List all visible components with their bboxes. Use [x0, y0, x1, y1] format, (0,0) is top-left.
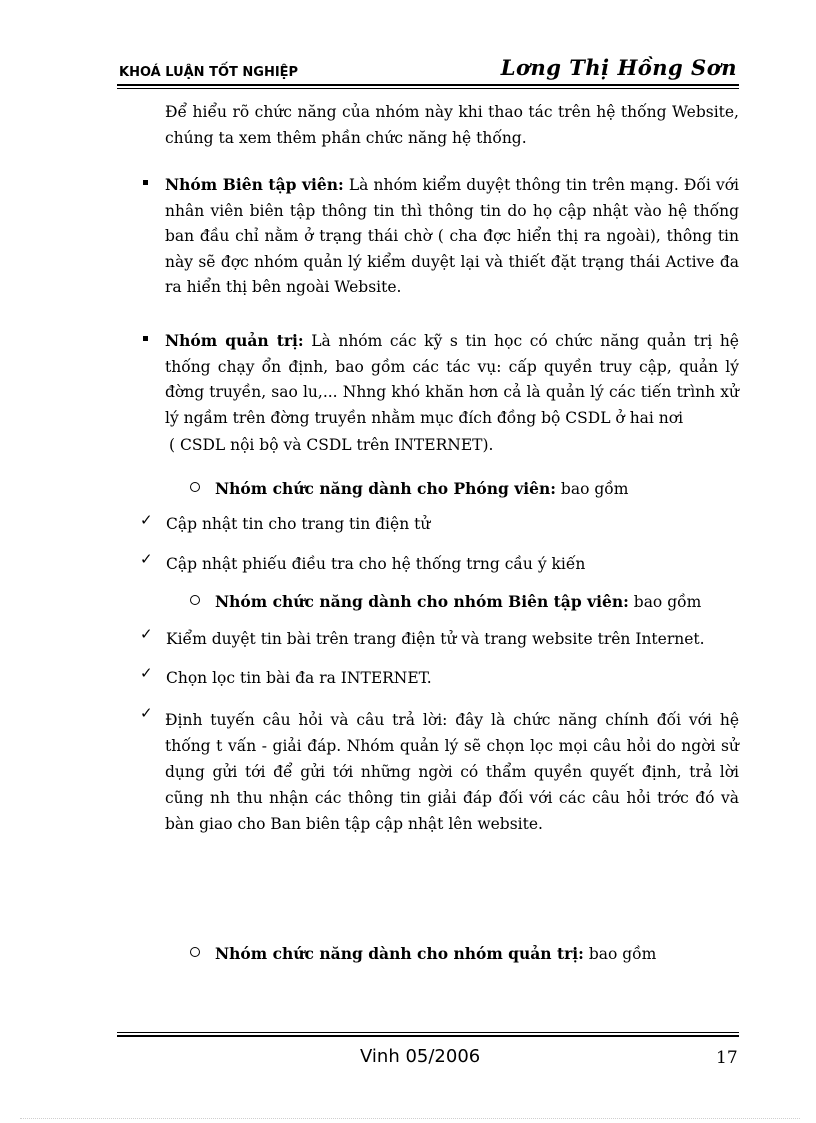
- header-rule: [117, 84, 739, 86]
- footer-date: Vinh 05/2006: [360, 1046, 481, 1067]
- header-author-name: Lơng Thị Hồng Sơn: [500, 55, 737, 80]
- page-number: 17: [716, 1048, 738, 1068]
- checkmark-icon: ✓: [140, 664, 153, 682]
- checkmark-icon: ✓: [140, 625, 153, 643]
- editor-section-heading: [215, 591, 701, 613]
- checkmark-icon: ✓: [140, 550, 153, 568]
- list-item: Cập nhật phiếu điều tra cho hệ thống trng cầu ý kiến: [166, 555, 586, 573]
- list-item: Chọn lọc tin bài đa ra INTERNET.: [166, 669, 432, 687]
- editor-group-text: Là nhóm kiểm duyệt thông tin trên mạng. Đối với nhân viên biên tập thông tin thì thông tin do họ cập nhật vào hệ thống ban đầu chỉ nằm ở trạng thái chờ ( cha đợc hiển thị ra ngoài), thông tin này sẽ đợc nhóm quản lý kiểm duyệt lại và thiết đặt trạng thái Active đa ra hiển thị bên ngoài Website.: [165, 176, 739, 296]
- intro-paragraph: [165, 100, 739, 151]
- admin-group-text: Là nhóm các kỹ s tin học có chức năng quản trị hệ thống chạy ổn định, bao gồm các tác vụ: cấp quyền truy cập, quản lý đờng truyền, sao lu,... Nhng khó khăn hơn cả là quản lý các tiến trình xử lý ngầm trên đờng truyền nhằm mục đích đồng bộ CSDL ở hai nơi: [165, 332, 739, 427]
- reporter-section-title: Nhóm chức năng dành cho Phóng viên:: [215, 479, 556, 498]
- square-bullet-icon: [143, 336, 148, 341]
- admin-section-heading: [215, 943, 656, 965]
- editor-section-title: Nhóm chức năng dành cho nhóm Biên tập viên:: [215, 592, 629, 611]
- circle-bullet-icon: [190, 482, 200, 492]
- editor-group-title: Nhóm Biên tập viên:: [165, 175, 344, 194]
- intro-line-1: Để hiểu rõ chức năng của nhóm này khi thao tác trên hệ thống Website,: [165, 103, 739, 121]
- footer-rule: [117, 1035, 739, 1037]
- checkmark-icon: ✓: [140, 511, 153, 529]
- admin-group-title: Nhóm quản trị:: [165, 331, 304, 350]
- page-header: [117, 55, 739, 85]
- header-thesis-label: KHOÁ LUẬN TỐT NGHIỆP: [119, 65, 299, 80]
- bottom-dotted-border: [20, 1118, 800, 1120]
- reporter-section-suffix: bao gồm: [555, 480, 629, 498]
- reporter-section-heading: [215, 478, 628, 500]
- editor-group-paragraph: [165, 172, 739, 301]
- admin-section-suffix: bao gồm: [583, 945, 657, 963]
- square-bullet-icon: [143, 180, 148, 185]
- intro-line-2: chúng ta xem thêm phần chức năng hệ thống.: [165, 128, 527, 147]
- list-item: Định tuyến câu hỏi và câu trả lời: đây là chức năng chính đối với hệ thống t vấn - giải đáp. Nhóm quản lý sẽ chọn lọc mọi câu hỏi do ngời sử dụng gửi tới để gửi tới những ngời có thẩm quyền quyết định, trả lời cũng nh thu nhận các thông tin giải đáp đối với các câu hỏi trớc đó và bàn giao cho Ban biên tập cập nhật lên website.: [165, 711, 739, 833]
- circle-bullet-icon: [190, 947, 200, 957]
- header-rule-thin: [117, 88, 739, 89]
- admin-group-paragraph: [165, 328, 739, 431]
- admin-group-last-line: ( CSDL nội bộ và CSDL trên INTERNET).: [169, 436, 494, 454]
- circle-bullet-icon: [190, 595, 200, 605]
- list-item: Kiểm duyệt tin bài trên trang điện tử và trang website trên Internet.: [166, 630, 705, 648]
- footer-rule-thin: [117, 1032, 739, 1033]
- admin-section-title: Nhóm chức năng dành cho nhóm quản trị:: [215, 944, 584, 963]
- checkmark-icon: ✓: [140, 704, 153, 722]
- list-item: Cập nhật tin cho trang tin điện tử: [166, 515, 431, 533]
- editor-section-suffix: bao gồm: [628, 593, 702, 611]
